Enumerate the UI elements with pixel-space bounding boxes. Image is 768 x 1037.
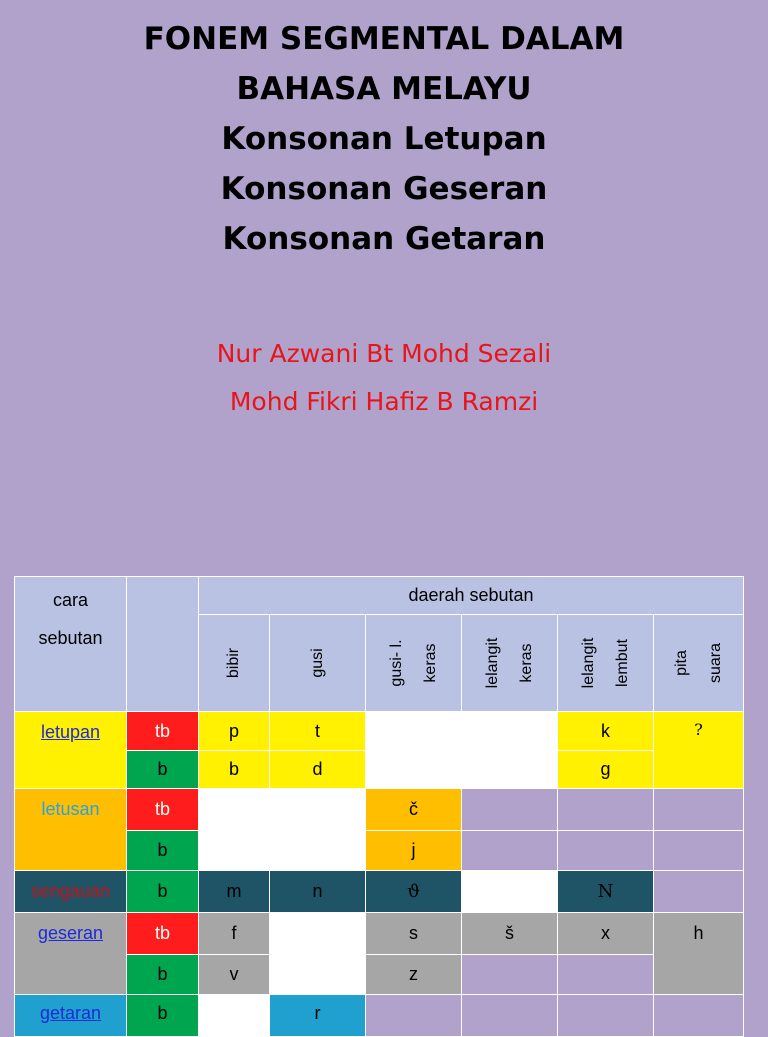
row-letusan-label: [15, 789, 127, 871]
col-pita-suara: [654, 615, 744, 712]
cell: r: [270, 995, 366, 1037]
getaran-b: b: [127, 995, 199, 1037]
letupan-b: b: [127, 751, 199, 789]
col-lelangit-keras-line1: lelangit: [483, 637, 501, 689]
col-bibir-label: bibir: [225, 647, 242, 679]
cell: n: [270, 871, 366, 913]
sengauan-text: sengauan: [30, 881, 111, 901]
cell: ϑ: [366, 871, 462, 913]
cell: [366, 712, 462, 751]
col-lelangit-lembut: [558, 615, 654, 712]
cell: [558, 995, 654, 1037]
cell: [199, 831, 270, 871]
col-lelangit-keras-line2: keras: [517, 643, 535, 683]
cell: [270, 831, 366, 871]
author-2: Mohd Fikri Hafiz B Ramzi: [229, 387, 539, 416]
cell: p: [199, 712, 270, 751]
cell: f: [199, 913, 270, 955]
title-block: [0, 14, 768, 264]
cell: [558, 955, 654, 995]
title-line-2: BAHASA MELAYU: [236, 71, 532, 107]
cell: g: [558, 751, 654, 789]
daerah-sebutan-header: daerah sebutan: [199, 577, 744, 615]
title-line-1: FONEM SEGMENTAL DALAM: [143, 21, 625, 57]
cell: [366, 995, 462, 1037]
col-gusi-lkeras-line2: keras: [421, 643, 439, 683]
cell: s: [366, 913, 462, 955]
cell: [654, 789, 744, 831]
col-lelangit-lembut-line2: lembut: [613, 638, 631, 688]
row-letupan-label[interactable]: [15, 712, 127, 789]
cell: [270, 955, 366, 995]
col-lelangit-lembut-line1: lelangit: [579, 637, 597, 689]
letupan-tb: tb: [127, 712, 199, 751]
cell: [462, 831, 558, 871]
col-gusi: [270, 615, 366, 712]
cell: h: [654, 913, 744, 995]
sengauan-b: b: [127, 871, 199, 913]
letupan-link[interactable]: letupan: [40, 722, 101, 742]
cell: [462, 712, 558, 751]
cell: [654, 871, 744, 913]
author-1: Nur Azwani Bt Mohd Sezali: [216, 339, 552, 368]
cell: j: [366, 831, 462, 871]
col-pita-suara-line1: pita: [672, 650, 690, 676]
cell: x: [558, 913, 654, 955]
cell: m: [199, 871, 270, 913]
col-bibir: [199, 615, 270, 712]
cell: [462, 955, 558, 995]
col-pita-suara-line2: suara: [706, 642, 724, 684]
title-line-5: Konsonan Getaran: [222, 221, 546, 257]
geseran-b: b: [127, 955, 199, 995]
cara-sebutan-header: [15, 577, 127, 712]
cell: [558, 789, 654, 831]
cell: [654, 995, 744, 1037]
consonant-table: [14, 576, 744, 1037]
cell: [462, 751, 558, 789]
cell: t: [270, 712, 366, 751]
cell: [199, 789, 270, 831]
cell: v: [199, 955, 270, 995]
cell: k: [558, 712, 654, 751]
col-lelangit-keras: [462, 615, 558, 712]
cell: [270, 913, 366, 955]
letusan-b: b: [127, 831, 199, 871]
authors-block: [0, 330, 768, 426]
cell: d: [270, 751, 366, 789]
cell: z: [366, 955, 462, 995]
row-getaran-label[interactable]: [15, 995, 127, 1037]
cell: [462, 789, 558, 831]
title-line-4: Konsonan Geseran: [220, 171, 548, 207]
geseran-link[interactable]: geseran: [37, 923, 104, 943]
row-sengauan-label: [15, 871, 127, 913]
cell: š: [462, 913, 558, 955]
cell: b: [199, 751, 270, 789]
col-gusi-lkeras: [366, 615, 462, 712]
row-geseran-label[interactable]: [15, 913, 127, 995]
cell: [199, 995, 270, 1037]
cell: č: [366, 789, 462, 831]
cell: ?: [654, 712, 744, 789]
letusan-tb: tb: [127, 789, 199, 831]
cell: N: [558, 871, 654, 913]
title-line-3: Konsonan Letupan: [221, 121, 547, 157]
cara-label: cara: [52, 590, 88, 610]
cell: [654, 831, 744, 871]
cell: [366, 751, 462, 789]
sebutan-label: sebutan: [38, 628, 103, 648]
col-gusi-label: gusi: [308, 648, 326, 678]
cell: [462, 871, 558, 913]
geseran-tb: tb: [127, 913, 199, 955]
cell: [462, 995, 558, 1037]
cell: [270, 789, 366, 831]
cell: [558, 831, 654, 871]
letusan-text: letusan: [41, 799, 100, 819]
voicing-header: [127, 577, 199, 712]
col-gusi-lkeras-line1: gusi- l.: [387, 639, 405, 687]
getaran-link[interactable]: getaran: [39, 1003, 102, 1023]
